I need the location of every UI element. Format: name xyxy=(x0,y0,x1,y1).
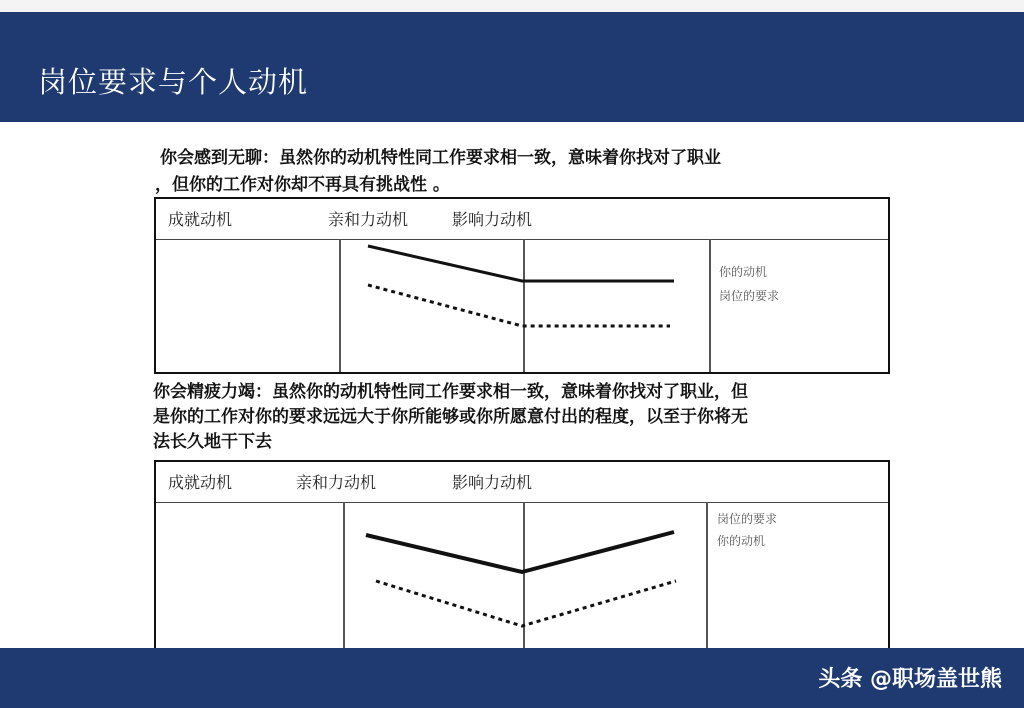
table2-col-influence: 影响力动机 xyxy=(452,473,533,492)
section2-line3: 法长久地干下去 xyxy=(153,432,272,452)
table1-requirement-line xyxy=(368,285,670,326)
table1-col-affiliation: 亲和力动机 xyxy=(328,210,409,229)
table1-motive-line xyxy=(368,246,674,281)
section2-line2: 是你的工作对你的要求远远大于你所能够或你所愿意付出的程度，以至于你将无 xyxy=(153,407,748,427)
motivation-table-1 xyxy=(154,197,890,374)
table2-requirement-line xyxy=(366,532,674,572)
table1-col-influence: 影响力动机 xyxy=(452,210,533,229)
header-bar xyxy=(0,12,1024,122)
table1-legend-requirement: 岗位的要求 xyxy=(719,289,780,303)
table1-lines xyxy=(156,199,892,376)
top-strip xyxy=(0,0,1024,12)
footer-bar xyxy=(0,648,1024,708)
table2-col-achievement: 成就动机 xyxy=(168,473,233,492)
table1-col-achievement: 成就动机 xyxy=(168,210,233,229)
table2-legend-motive: 你的动机 xyxy=(717,534,766,548)
table2-lines xyxy=(156,462,892,662)
section1-line1: 你会感到无聊：虽然你的动机特性同工作要求相一致，意味着你找对了职业 xyxy=(160,148,721,168)
table2-col-affiliation: 亲和力动机 xyxy=(296,473,377,492)
watermark: 头条 @职场盖世熊 xyxy=(818,667,1002,692)
table2-motive-line xyxy=(376,581,676,626)
page-title: 岗位要求与个人动机 xyxy=(38,65,309,99)
motivation-table-2 xyxy=(154,460,890,660)
section1-line2: ，但你的工作对你却不再具有挑战性 。 xyxy=(155,175,450,195)
table1-legend-motive: 你的动机 xyxy=(719,265,768,279)
table2-legend-requirement: 岗位的要求 xyxy=(717,512,778,526)
section2-line1: 你会精疲力竭：虽然你的动机特性同工作要求相一致，意味着你找对了职业，但 xyxy=(153,382,748,402)
